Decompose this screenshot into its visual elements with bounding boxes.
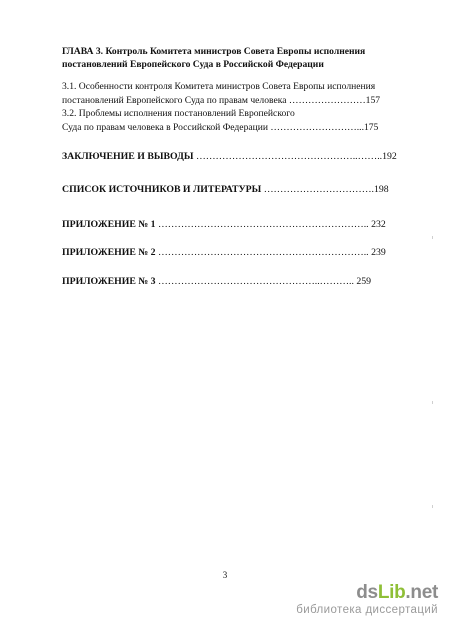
dslib-watermark: [258, 583, 438, 617]
toc-entry-conclusion[interactable]: [62, 150, 422, 163]
dslib-logo: dsLib.net: [356, 582, 438, 603]
toc-page-number: 232: [368, 219, 386, 230]
subsection-line-1: 3.1. Особенности контроля Комитета министров Совета Европы исполнения: [62, 81, 376, 92]
toc-entry-label: ЗАКЛЮЧЕНИЕ И ВЫВОДЫ: [62, 151, 194, 162]
toc-entry-label: ПРИЛОЖЕНИЕ № 3: [62, 276, 156, 287]
subsection-line-1: 3.2. Проблемы исполнения постановлений Европейского: [62, 108, 295, 119]
scan-speck: [432, 505, 433, 508]
subsection-line-2: постановлений Европейского Суда по правам человека ……………………157: [62, 94, 381, 106]
toc-entry-label: ПРИЛОЖЕНИЕ № 1: [62, 219, 156, 230]
toc-leader-dots: ………………………………………………………..: [155, 219, 369, 230]
scan-speck: [432, 236, 433, 239]
subsection-line-2: Суда по правам человека в Российской Федерации ………………………...175: [62, 121, 379, 133]
chapter-title-line-1: ГЛАВА 3. Контроль Комитета министров Совета Европы исполнения: [62, 46, 366, 57]
toc-entry-appendix-2[interactable]: [62, 246, 422, 259]
toc-page-number: 259: [353, 276, 372, 287]
toc-leader-dots: …………………………………………..……..: [193, 151, 383, 162]
scan-speck: [432, 401, 433, 404]
toc-subsection-3-2[interactable]: [62, 107, 422, 134]
toc-entry-label: ПРИЛОЖЕНИЕ № 2: [62, 247, 156, 258]
toc-entry-label: СПИСОК ИСТОЧНИКОВ И ЛИТЕРАТУРЫ: [62, 184, 262, 195]
toc-entry-sources[interactable]: [62, 183, 422, 196]
dslib-tagline: библиотека диссертаций: [296, 604, 438, 616]
toc-entry-appendix-3[interactable]: [62, 275, 422, 288]
toc-subsection-3-1[interactable]: [62, 80, 422, 107]
chapter-title-line-2: постановлений Европейского Суда в Российской Федерации: [62, 59, 324, 70]
toc-page-number: 192: [382, 151, 397, 162]
toc-page-number: 198: [373, 184, 389, 195]
toc-page-number: 239: [368, 247, 386, 258]
chapter-title: [62, 45, 418, 71]
toc-leader-dots: ………………………………………………………..: [155, 247, 369, 258]
toc-entry-appendix-1[interactable]: [62, 218, 422, 231]
toc-leader-dots: …………………………….: [261, 184, 374, 195]
toc-leader-dots: …………………………………………..………..: [155, 276, 354, 287]
page-number: 3: [222, 570, 228, 580]
